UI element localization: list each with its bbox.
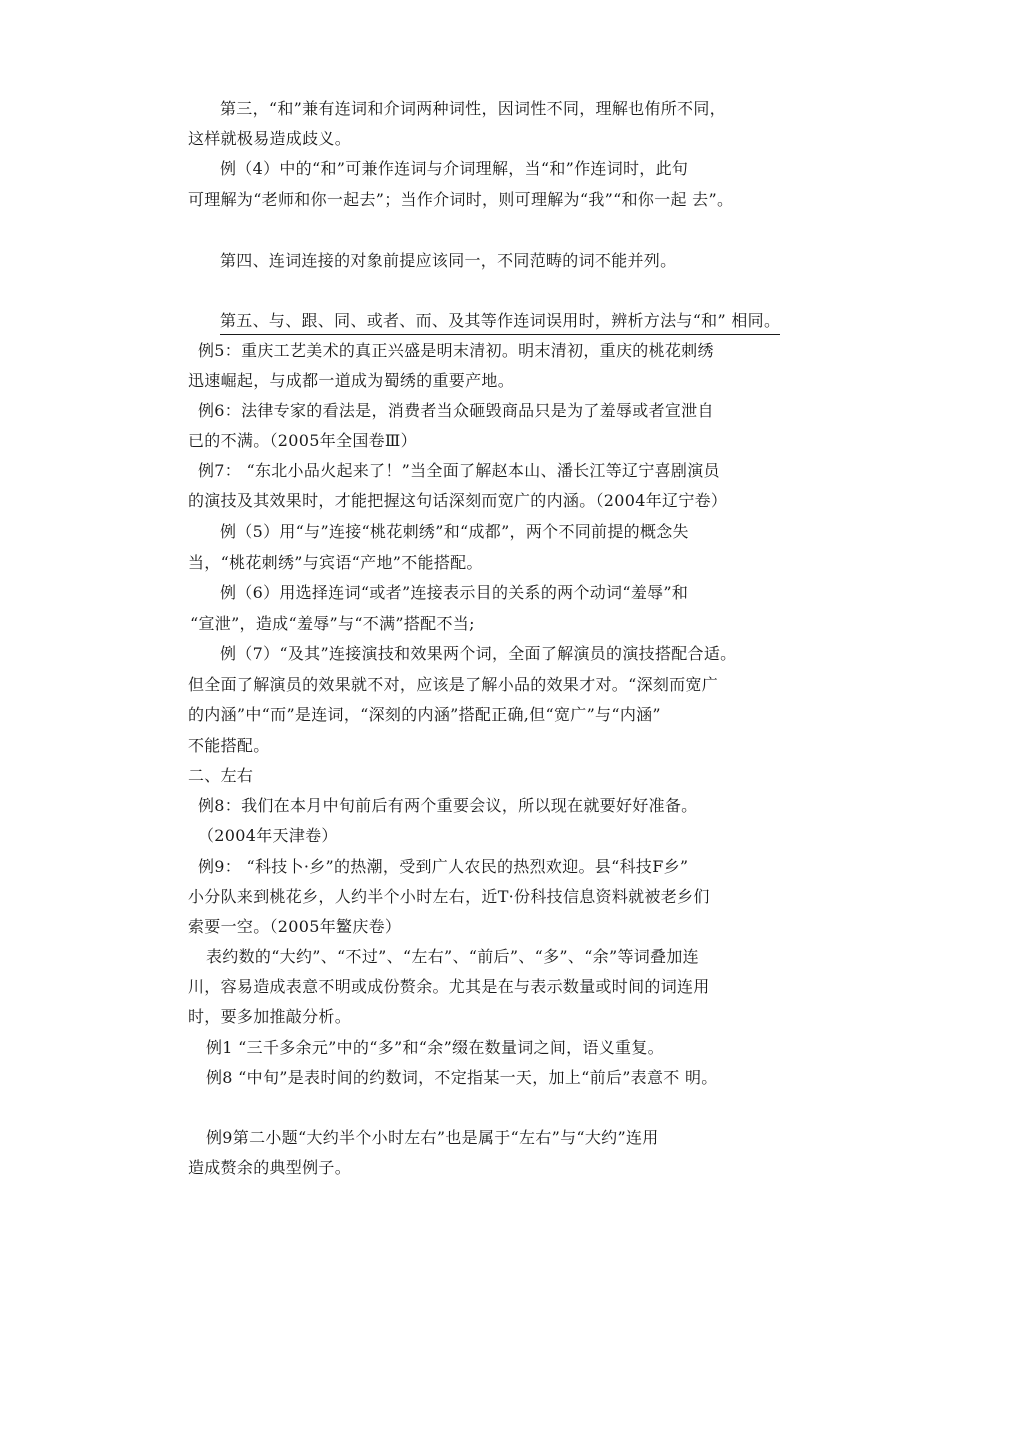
analysis-line: 例（7）“及其”连接演技和效果两个词，全面了解演员的演技搭配合适。 (220, 644, 737, 663)
analysis-line: 但全面了解演员的效果就不对，应该是了解小品的效果才对。“深刻而宽广 (188, 675, 719, 694)
example-line: 例9： “科技卜·乡”的热潮，受到广人农民的热烈欢迎。县“科技F乡” (198, 857, 689, 876)
analysis-line: 时，要多加推敲分析。 (188, 1007, 352, 1026)
analysis-line: 的内涵”中“而”是连词，“深刻的内涵”搭配正确,但“宽广”与“内涵” (188, 705, 661, 724)
example-line: （2004年天津卷） (198, 826, 338, 845)
paragraph-line: 例（4）中的“和”可兼作连词与介词理解，当“和”作连词时，此句 (220, 159, 689, 178)
analysis-line: 例8 “中旬”是表时间的约数词，不定指某一天，加上“前后”表意不 明。 (206, 1068, 718, 1087)
analysis-line: “宣泄”，造成“羞辱”与“不满”搭配不当; (190, 614, 475, 633)
analysis-line: 例（5）用“与”连接“桃花刺绣”和“成都”，两个不同前提的概念失 (220, 522, 689, 541)
analysis-line: 例9第二小题“大约半个小时左右”也是属于“左右”与“大约”连用 (206, 1128, 659, 1147)
section-heading: 二、左右 (188, 766, 254, 785)
analysis-line: 当，“桃花刺绣”与宾语“产地”不能搭配。 (188, 553, 483, 572)
example-line: 已的不满。（2005年全国卷Ⅲ） (188, 431, 417, 450)
example-line: 例7： “东北小品火起来了！”当全面了解赵本山、潘长江等辽宁喜剧演员 (198, 461, 720, 480)
analysis-line: 川，容易造成表意不明或成份赘余。尤其是在与表示数量或时间的词连用 (188, 977, 710, 996)
analysis-line: 造成赘余的典型例子。 (188, 1158, 352, 1177)
analysis-line: 不能搭配。 (188, 736, 270, 755)
section-heading-underlined: 第五、与、跟、同、或者、而、及其等作连词误用时，辨析方法与“和” 相同。 (220, 310, 780, 335)
analysis-line: 例（6）用选择连词“或者”连接表示目的关系的两个动词“羞辱”和 (220, 583, 689, 602)
example-line: 的演技及其效果时，才能把握这句话深刻而宽广的内涵。（2004年辽宁卷） (188, 491, 728, 510)
example-line: 例5：重庆工艺美术的真正兴盛是明末清初。明末清初，重庆的桃花刺绣 (198, 341, 714, 360)
example-line: 例8：我们在本月中旬前后有两个重要会议，所以现在就要好好准备。 (198, 796, 698, 815)
analysis-line: 例1 “三千多余元”中的“多”和“余”缀在数量词之间，语义重复。 (206, 1038, 664, 1057)
example-line: 索要一空。（2005年鳘庆卷） (188, 917, 402, 936)
analysis-line: 表约数的“大约”、“不过”、“左右”、“前后”、“多”、“余”等词叠加连 (206, 947, 699, 966)
paragraph-line: 这样就极易造成歧义。 (188, 129, 352, 148)
example-line: 小分队来到桃花乡，人约半个小时左右，近T·份科技信息资料就被老乡们 (188, 887, 710, 906)
example-line: 例6：法律专家的看法是，消费者当众砸毁商品只是为了羞辱或者宣泄自 (198, 401, 714, 420)
paragraph-line: 第三，“和”兼有连词和介词两种词性，因词性不同，理解也侑所不同， (220, 99, 726, 118)
section-heading: 第四、连词连接的对象前提应该同一，不同范畴的词不能并列。 (220, 251, 677, 270)
paragraph-line: 可理解为“老师和你一起去”；当作介词时，则可理解为“我”“和你一起 去”。 (188, 190, 734, 209)
example-line: 迅速崛起，与成都一道成为蜀绣的重要产地。 (188, 371, 515, 390)
